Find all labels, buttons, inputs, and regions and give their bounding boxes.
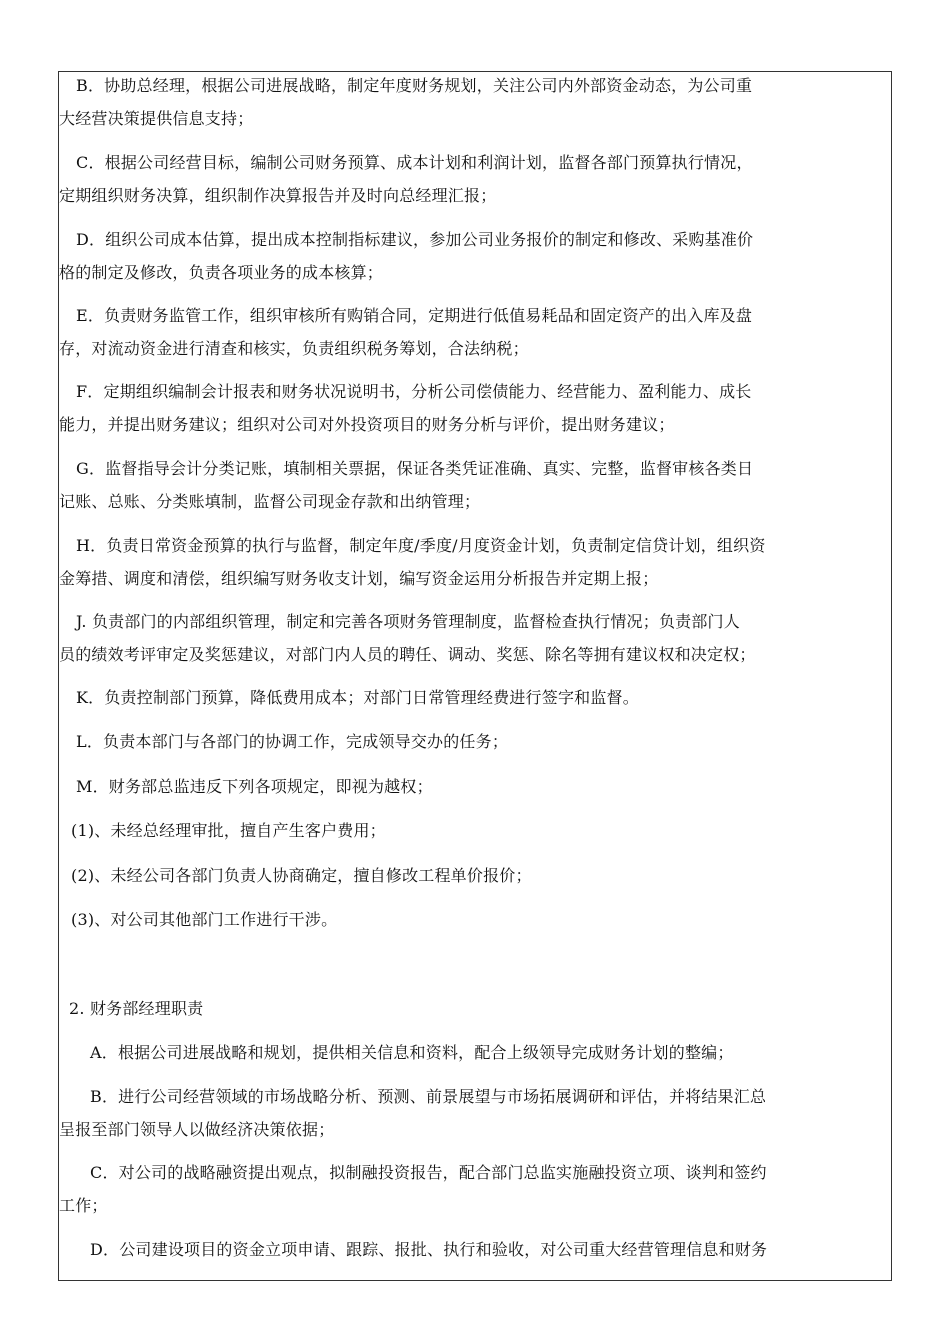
text-line: 记账、总账、分类账填制，监督公司现金存款和出纳管理；: [59, 492, 481, 511]
text-line: A．根据公司进展战略和规划，提供相关信息和资料，配合上级领导完成财务计划的整编；: [90, 1043, 734, 1062]
text-line: 格的制定及修改，负责各项业务的成本核算；: [59, 263, 384, 282]
text-line: 呈报至部门领导人以做经济决策依据；: [59, 1120, 335, 1139]
text-line: C．对公司的战略融资提出观点，拟制融投资报告，配合部门总监实施融投资立项、谈判和签约: [90, 1163, 767, 1182]
text-line: G．监督指导会计分类记账，填制相关票据，保证各类凭证准确、真实、完整，监督审核各类日: [76, 459, 754, 478]
text-line: B．进行公司经营领域的市场战略分析、预测、前景展望与市场拓展调研和评估，并将结果汇总: [90, 1087, 767, 1106]
text-line: 金筹措、调度和清偿，组织编写财务收支计划，编写资金运用分析报告并定期上报；: [59, 569, 659, 588]
text-line: M．财务部总监违反下列各项规定，即视为越权；: [76, 777, 433, 796]
text-line: C．根据公司经营目标，编制公司财务预算、成本计划和利润计划，监督各部门预算执行情况，: [76, 153, 753, 172]
text-line: (2)、未经公司各部门负责人协商确定，擅自修改工程单价报价；: [71, 866, 532, 885]
text-line: (3)、对公司其他部门工作进行干涉。: [71, 910, 338, 929]
text-line: B．协助总经理，根据公司进展战略，制定年度财务规划，关注公司内外部资金动态，为公司重: [76, 76, 753, 95]
text-line: 工作；: [59, 1196, 108, 1215]
text-line: F．定期组织编制会计报表和财务状况说明书，分析公司偿债能力、经营能力、盈利能力、成长: [76, 382, 752, 401]
text-line: 能力，并提出财务建议；组织对公司对外投资项目的财务分析与评价，提出财务建议；: [59, 415, 675, 434]
text-line: K．负责控制部门预算，降低费用成本；对部门日常管理经费进行签字和监督。: [76, 688, 639, 707]
text-line: 存，对流动资金进行清查和核实，负责组织税务筹划，合法纳税；: [59, 339, 529, 358]
text-line: D．公司建设项目的资金立项申请、跟踪、报批、执行和验收，对公司重大经营管理信息和财务: [90, 1240, 768, 1259]
text-line: 定期组织财务决算，组织制作决算报告并及时向总经理汇报；: [59, 186, 497, 205]
text-line: E．负责财务监管工作，组织审核所有购销合同，定期进行低值易耗品和固定资产的出入库及盘: [76, 306, 753, 325]
text-line: (1)、未经总经理审批，擅自产生客户费用；: [71, 821, 386, 840]
text-line: 大经营决策提供信息支持；: [59, 109, 254, 128]
section-heading: 2. 财务部经理职责: [69, 999, 204, 1018]
text-line: J. 负责部门的内部组织管理，制定和完善各项财务管理制度，监督检查执行情况；负责部门人: [76, 612, 740, 631]
text-line: 员的绩效考评审定及奖惩建议，对部门内人员的聘任、调动、奖惩、除名等拥有建议权和决定权；: [59, 645, 756, 664]
text-line: L．负责本部门与各部门的协调工作，完成领导交办的任务；: [76, 732, 509, 751]
text-line: H．负责日常资金预算的执行与监督，制定年度/季度/月度资金计划，负责制定信贷计划，组织资: [76, 536, 766, 555]
text-line: D．组织公司成本估算，提出成本控制指标建议，参加公司业务报价的制定和修改、采购基准价: [76, 230, 754, 249]
